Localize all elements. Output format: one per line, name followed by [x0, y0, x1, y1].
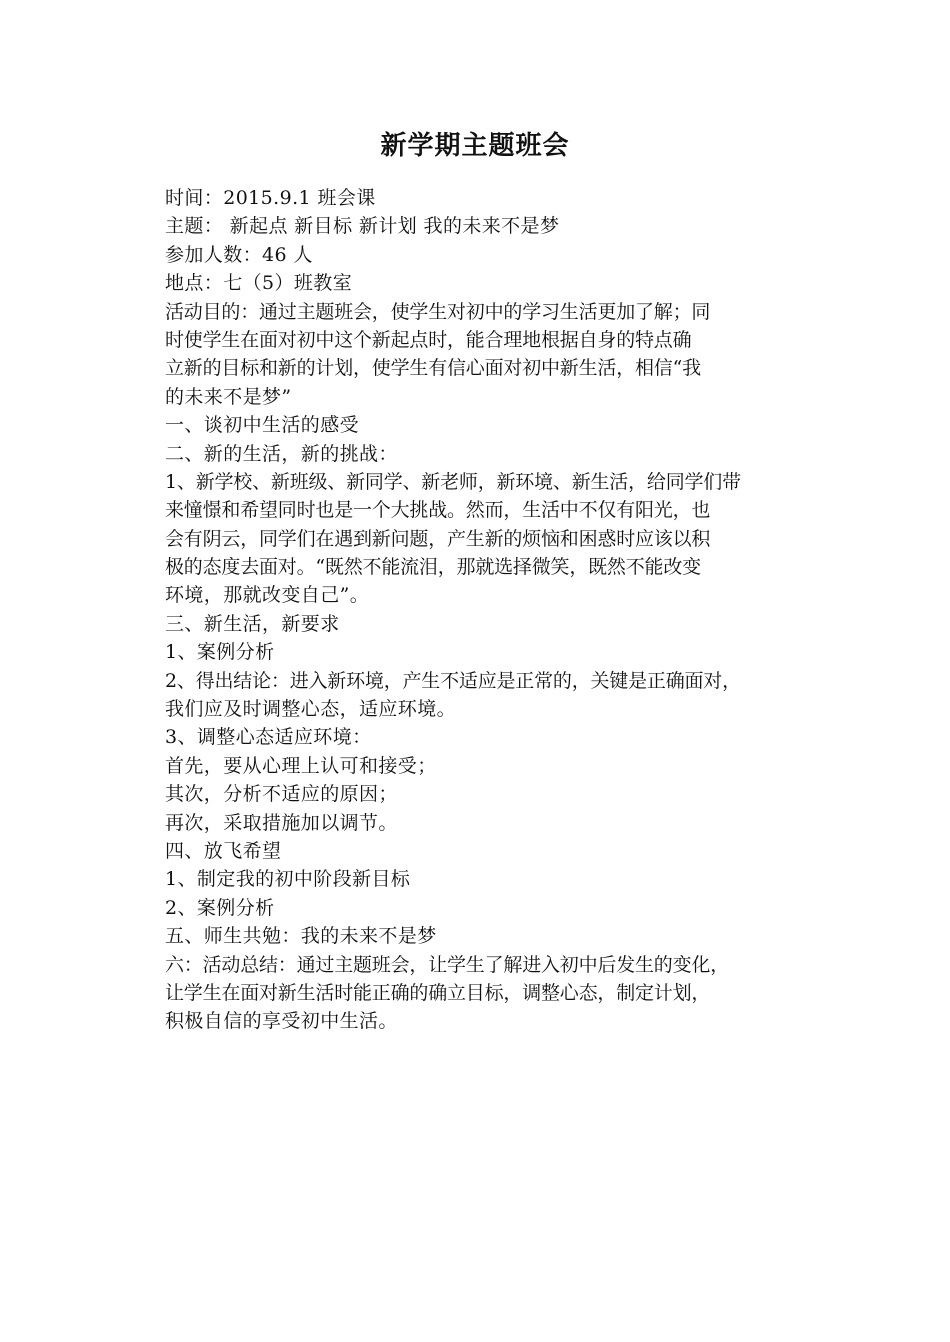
purpose-line-4: 的未来不是梦”	[165, 385, 292, 408]
document-body	[165, 184, 790, 1036]
list-item: 2、得出结论：进入新环境，产生不适应是正常的，关键是正确面对，	[165, 669, 741, 692]
purpose-line-1: 活动目的：通过主题班会，使学生对初中的学习生活更加了解；同	[165, 300, 711, 323]
section-heading-2: 二、新的生活，新的挑战：	[165, 442, 398, 465]
list-item: 3、调整心态适应环境：	[165, 726, 372, 749]
list-item: 2、案例分析	[165, 896, 275, 919]
document-title: 新学期主题班会	[380, 131, 570, 161]
participants-line: 参加人数：46 人	[165, 243, 313, 266]
step-line: 其次，分析不适应的原因；	[165, 783, 398, 806]
section-heading-5: 五、师生共勉：我的未来不是梦	[165, 925, 437, 948]
paragraph-line: 环境，那就改变自己”。	[165, 584, 370, 607]
theme-line: 主题： 新起点 新目标 新计划 我的未来不是梦	[165, 215, 560, 238]
location-line: 地点：七（5）班教室	[165, 272, 353, 295]
section-heading-3: 三、新生活，新要求	[165, 612, 340, 635]
purpose-line-3: 立新的目标和新的计划，使学生有信心面对初中新生活，相信“我	[165, 357, 701, 380]
paragraph-line: 来憧憬和希望同时也是一个大挑战。然而，生活中不仅有阳光，也	[165, 499, 711, 522]
purpose-line-2: 时使学生在面对初中这个新起点时，能合理地根据自身的特点确	[165, 328, 692, 351]
paragraph-line: 1、新学校、新班级、新同学、新老师，新环境、新生活，给同学们带	[165, 470, 741, 493]
summary-line-3: 积极自信的享受初中生活。	[165, 1010, 398, 1033]
time-line: 时间：2015.9.1 班会课	[165, 187, 376, 209]
list-item-continuation: 我们应及时调整心态，适应环境。	[165, 698, 457, 721]
list-item: 1、制定我的初中阶段新目标	[165, 868, 411, 891]
paragraph-line: 会有阴云，同学们在遇到新问题，产生新的烦恼和困惑时应该以积	[165, 527, 711, 550]
section-heading-1: 一、谈初中生活的感受	[165, 414, 360, 437]
summary-line-2: 让学生在面对新生活时能正确的确立目标，调整心态，制定计划，	[165, 981, 711, 1004]
section-heading-4: 四、放飞希望	[165, 839, 282, 862]
summary-line-1: 六：活动总结：通过主题班会，让学生了解进入初中后发生的变化，	[165, 953, 730, 976]
step-line: 再次，采取措施加以调节。	[165, 811, 398, 834]
paragraph-line: 极的态度去面对。“既然不能流泪，那就选择微笑，既然不能改变	[165, 556, 701, 579]
step-line: 首先，要从心理上认可和接受；	[165, 754, 437, 777]
list-item: 1、案例分析	[165, 641, 275, 664]
